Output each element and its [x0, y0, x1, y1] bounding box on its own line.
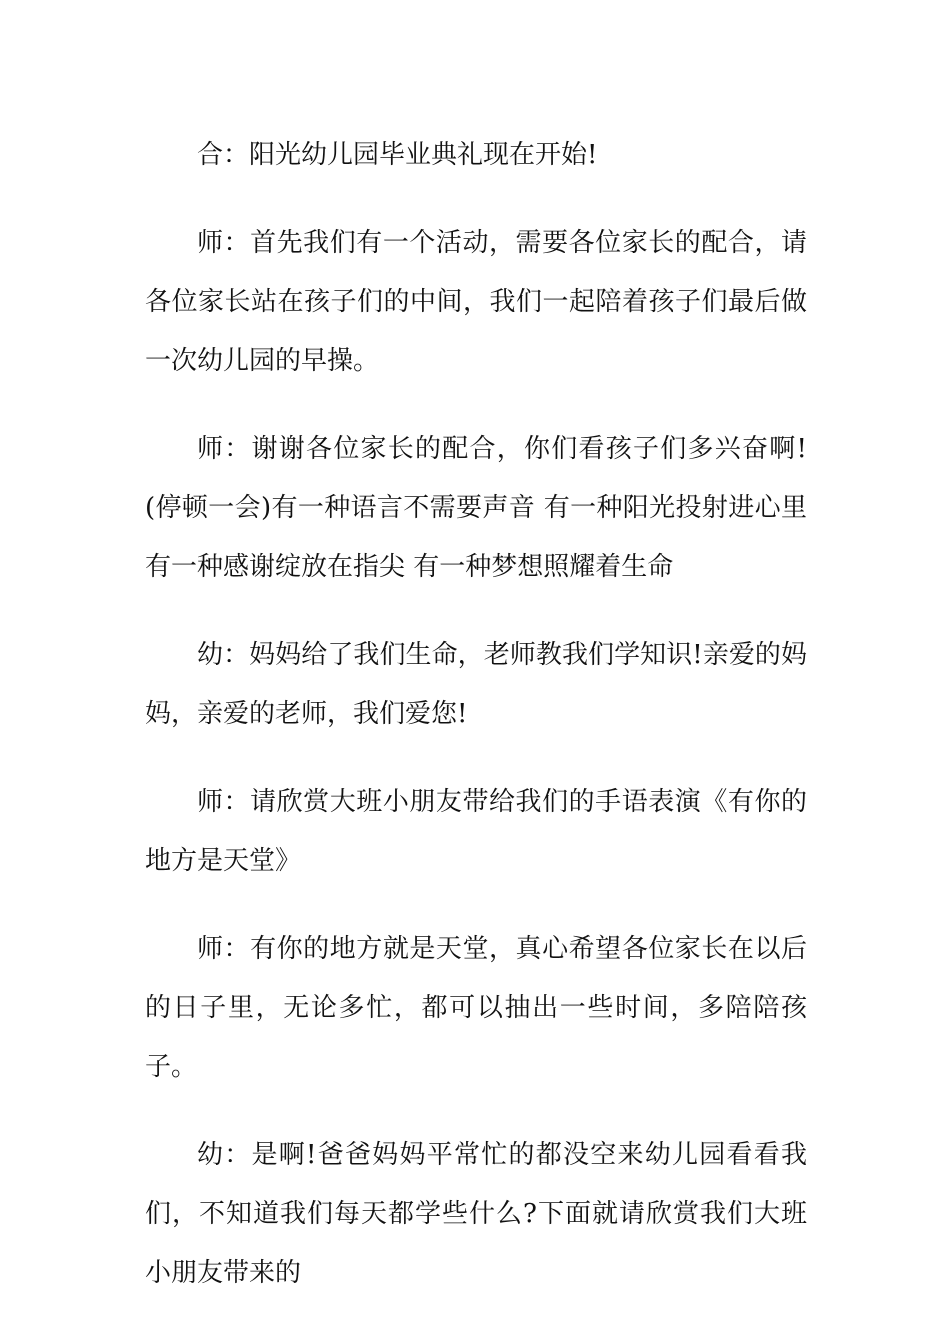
- paragraph-parent-activity: 师：首先我们有一个活动，需要各位家长的配合，请各位家长站在孩子们的中间，我们一起陪着孩子们最后做一次幼儿园的早操。: [145, 228, 807, 376]
- paragraph-sign-language-show: 师：请欣赏大班小朋友带给我们的手语表演《有你的地方是天堂》: [145, 787, 807, 876]
- paragraph-heaven-message: 师：有你的地方就是天堂，真心希望各位家长在以后的日子里，无论多忙，都可以抽出一些时间，多陪陪孩子。: [145, 934, 807, 1082]
- paragraph-children-request: 幼：是啊!爸爸妈妈平常忙的都没空来幼儿园看看我们，不知道我们每天都学些什么?下面就请欣赏我们大班小朋友带来的: [145, 1140, 807, 1288]
- paragraph-opening: 合：阳光幼儿园毕业典礼现在开始!: [197, 140, 598, 170]
- paragraph-children-love: 幼：妈妈给了我们生命，老师教我们学知识!亲爱的妈妈，亲爱的老师，我们爱您!: [145, 640, 807, 729]
- paragraph-thanks-parents: 师：谢谢各位家长的配合，你们看孩子们多兴奋啊!(停顿一会)有一种语言不需要声音 有一种阳光投射进心里 有一种感谢绽放在指尖 有一种梦想照耀着生命: [145, 434, 807, 582]
- document-body: [145, 126, 807, 1332]
